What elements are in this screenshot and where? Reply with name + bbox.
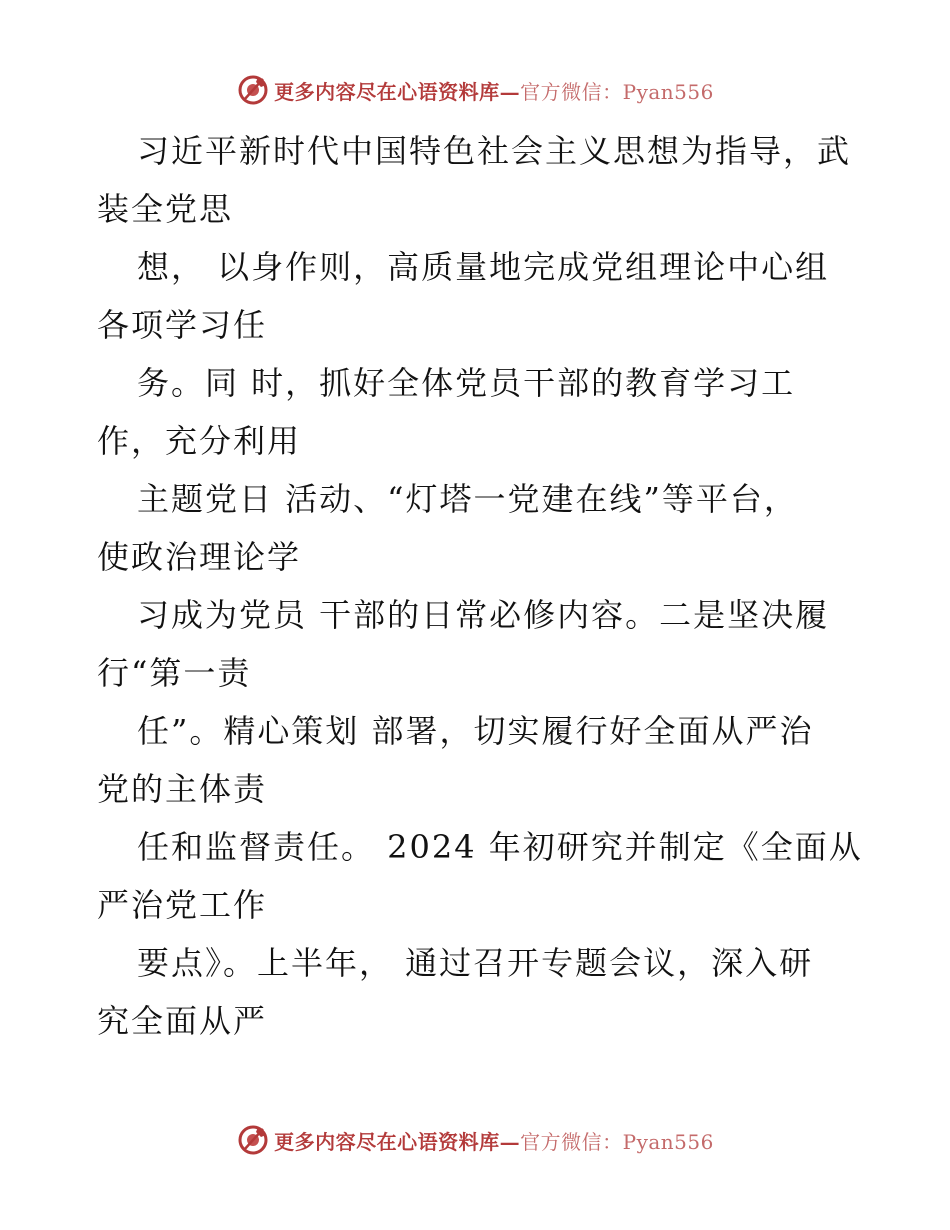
document-body xyxy=(97,122,877,1050)
paragraph-line: 行“第一责 xyxy=(97,654,252,692)
footer-banner xyxy=(0,1120,950,1160)
paragraph-line: 务。同 时，抓好全体党员干部的教育学习工 xyxy=(137,364,796,402)
pen-nib-logo-icon xyxy=(236,1123,270,1157)
banner-wechat-text: 官方微信：Pyan556 xyxy=(520,1129,714,1154)
paragraph xyxy=(97,586,877,702)
paragraph-line: 作，充分利用 xyxy=(97,422,302,460)
paragraph-line: 究全面从严 xyxy=(97,1002,268,1040)
paragraph xyxy=(97,122,877,238)
paragraph-line: 习近平新时代中国特色社会主义思想为指导，武 xyxy=(137,132,852,170)
banner-wechat-text: 官方微信：Pyan556 xyxy=(520,79,714,104)
header-banner xyxy=(0,70,950,110)
paragraph xyxy=(97,470,877,586)
paragraph-line: 习成为党员 干部的日常必修内容。二是坚决履 xyxy=(137,596,830,634)
paragraph-line: 要点》。上半年， 通过召开专题会议，深入研 xyxy=(137,944,814,982)
paragraph xyxy=(97,354,877,470)
paragraph-line: 任”。精心策划 部署，切实履行好全面从严治 xyxy=(137,712,814,750)
paragraph-line: 党的主体责 xyxy=(97,770,268,808)
paragraph-line: 任和监督责任。 2024 年初研究并制定《全面从 xyxy=(137,828,863,866)
paragraph xyxy=(97,818,877,934)
paragraph-line: 严治党工作 xyxy=(97,886,268,924)
banner-main-text: 更多内容尽在心语资料库— xyxy=(274,79,521,104)
pen-nib-logo-icon xyxy=(236,73,270,107)
paragraph-line: 主题党日 活动、“灯塔一党建在线”等平台， xyxy=(137,480,798,518)
paragraph-line: 想， 以身作则，高质量地完成党组理论中心组 xyxy=(137,248,830,286)
paragraph-line: 各项学习任 xyxy=(97,306,268,344)
banner-main-text: 更多内容尽在心语资料库— xyxy=(274,1129,521,1154)
paragraph xyxy=(97,702,877,818)
paragraph-line: 装全党思 xyxy=(97,190,234,228)
paragraph xyxy=(97,934,877,1050)
banner-text xyxy=(274,76,714,105)
paragraph xyxy=(97,238,877,354)
banner-text xyxy=(274,1126,714,1155)
paragraph-line: 使政治理论学 xyxy=(97,538,302,576)
